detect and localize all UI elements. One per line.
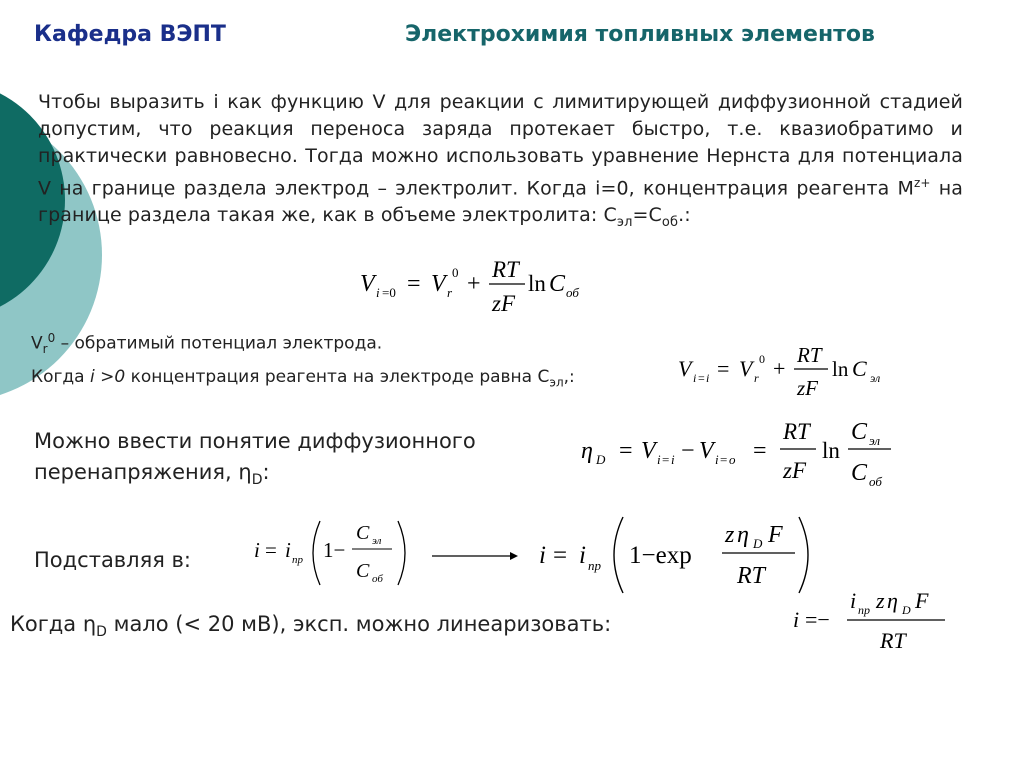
eta-sub: D (251, 472, 263, 489)
svg-text:V: V (678, 356, 692, 381)
limiting-current-formula (250, 515, 420, 591)
svg-text:i: i (254, 538, 260, 562)
svg-text:+: + (467, 271, 481, 297)
vr-symbol: V (31, 333, 43, 354)
svg-text:η: η (581, 438, 593, 464)
overvoltage-line2-prefix: перенапряжения, (34, 460, 239, 484)
svg-text:1−exp: 1−exp (629, 542, 692, 569)
svg-text:zF: zF (797, 376, 818, 400)
department-title: Кафедра ВЭПТ (34, 22, 226, 47)
svg-text:D: D (596, 452, 606, 467)
intro-text-b: на границе раздела такая же, как в объеме электролита: C (38, 177, 963, 227)
when-positive-prefix: Когда (31, 367, 90, 387)
svg-text:C: C (356, 522, 370, 544)
svg-text:=: = (720, 452, 728, 467)
when-positive-suffix: ,: (563, 367, 575, 387)
when-positive-text: концентрация реагента на электроде равна C (125, 367, 550, 387)
svg-text:C: C (851, 419, 868, 445)
svg-text:пр: пр (858, 603, 870, 617)
intro-sup-a: z+ (914, 176, 931, 190)
arrow-icon (430, 548, 520, 564)
linearize-text: мало (< 20 мВ), эксп. можно линеаризовать: (106, 612, 612, 636)
svg-text:RT: RT (797, 343, 822, 367)
svg-text:i: i (539, 542, 546, 569)
vr-sub: r (42, 342, 48, 357)
overvoltage-line2-suffix: : (262, 460, 270, 484)
svg-text:RT: RT (783, 419, 810, 444)
intro-paragraph (38, 89, 963, 236)
svg-text:η: η (887, 588, 898, 613)
svg-text:V: V (431, 271, 446, 297)
substitute-label: Подставляя в: (34, 548, 191, 572)
svg-text:=: = (698, 371, 705, 385)
intro-sub-b: эл (616, 215, 633, 231)
svg-text:=: = (753, 438, 767, 464)
svg-text:1−: 1− (323, 538, 346, 562)
svg-text:=: = (717, 356, 730, 381)
svg-text:ln: ln (832, 357, 849, 381)
linearize-eta: η (82, 612, 97, 636)
svg-text:0: 0 (759, 352, 765, 366)
electrode-potential-formula (675, 340, 905, 406)
svg-text:V: V (699, 438, 714, 464)
svg-text:RT: RT (880, 628, 906, 653)
svg-text:=: = (265, 538, 277, 562)
diffusion-overvoltage-formula (575, 412, 900, 492)
eta-symbol: η (238, 460, 252, 484)
svg-text:zF: zF (492, 291, 515, 316)
svg-text:C: C (356, 560, 370, 582)
svg-text:−: − (681, 438, 695, 464)
svg-text:=: = (407, 271, 421, 297)
svg-text:r: r (754, 371, 759, 385)
overvoltage-line2 (34, 457, 476, 496)
svg-text:D: D (753, 536, 763, 551)
svg-text:i: i (579, 542, 586, 569)
svg-text:ln: ln (822, 438, 840, 463)
svg-text:пр: пр (588, 558, 601, 573)
svg-text:C: C (852, 356, 867, 381)
svg-text:i: i (706, 371, 710, 385)
intro-sub-c: об (661, 215, 679, 231)
svg-text:i: i (793, 607, 800, 632)
svg-text:C: C (549, 271, 566, 297)
svg-text:RT: RT (492, 257, 519, 282)
svg-text:C: C (851, 460, 868, 486)
svg-text:z: z (876, 588, 885, 613)
svg-text:zF: zF (783, 458, 806, 483)
svg-text:=: = (662, 452, 670, 467)
svg-text:ln: ln (528, 271, 546, 296)
overvoltage-line1: Можно ввести понятие диффузионного (34, 429, 476, 453)
svg-text:F: F (915, 588, 929, 613)
svg-text:D: D (902, 603, 911, 617)
svg-text:V: V (641, 438, 656, 464)
svg-text:i: i (285, 538, 291, 562)
svg-text:r: r (447, 285, 453, 300)
intro-text-d: .: (678, 204, 691, 227)
svg-text:η: η (737, 522, 749, 548)
overvoltage-text (34, 426, 476, 496)
linearized-current-formula (790, 583, 955, 655)
exponential-current-formula (535, 513, 820, 597)
vr-sup: 0 (47, 331, 56, 345)
svg-text:=0: =0 (382, 285, 396, 300)
svg-text:=: = (553, 542, 568, 569)
svg-text:об: об (869, 474, 882, 489)
vr-text: – обратимый потенциал электрода. (55, 333, 383, 354)
svg-text:об: об (372, 573, 383, 585)
svg-text:=−: =− (805, 607, 830, 632)
svg-text:RT: RT (737, 563, 766, 589)
svg-text:F: F (768, 522, 783, 548)
linearize-prefix: Когда (10, 612, 83, 636)
intro-text-a: Чтобы выразить i как функцию V для реакции с лимитирующей диффузионной стадией допустим, что реакция переноса заряда протекает быстро, т.е. квазиобратимо и практически равновесно. Тогда можно использовать уравнение Нернста для потенциала V на границе раздела электрод – электролит. Когда i=0, концентрация реагента M (38, 91, 963, 200)
svg-text:i: i (671, 452, 675, 467)
when-i-positive-line (31, 367, 575, 389)
svg-text:V: V (360, 271, 375, 297)
when-positive-sub: эл (549, 375, 564, 390)
svg-text:i: i (657, 452, 661, 467)
linearize-eta-sub: D (96, 624, 107, 641)
svg-text:i: i (850, 588, 857, 613)
svg-text:об: об (566, 285, 579, 300)
svg-text:эл: эл (372, 535, 382, 547)
svg-text:V: V (739, 356, 753, 381)
svg-text:пр: пр (292, 554, 303, 566)
vr-definition (31, 331, 382, 356)
svg-text:i: i (693, 371, 697, 385)
slide-title: Электрохимия топливных элементов (405, 22, 875, 47)
svg-text:i: i (715, 452, 719, 467)
svg-text:+: + (773, 356, 786, 381)
svg-text:0: 0 (452, 265, 459, 280)
linearize-line (10, 612, 611, 640)
svg-text:z: z (725, 522, 735, 548)
intro-text-c: =C (632, 204, 662, 227)
nernst-equation-formula (355, 253, 600, 323)
svg-text:o: o (729, 452, 736, 467)
svg-text:=: = (619, 438, 633, 464)
when-positive-var: i >0 (89, 367, 126, 387)
svg-text:i: i (376, 285, 380, 300)
svg-text:эл: эл (870, 371, 881, 385)
svg-text:эл: эл (869, 433, 881, 448)
